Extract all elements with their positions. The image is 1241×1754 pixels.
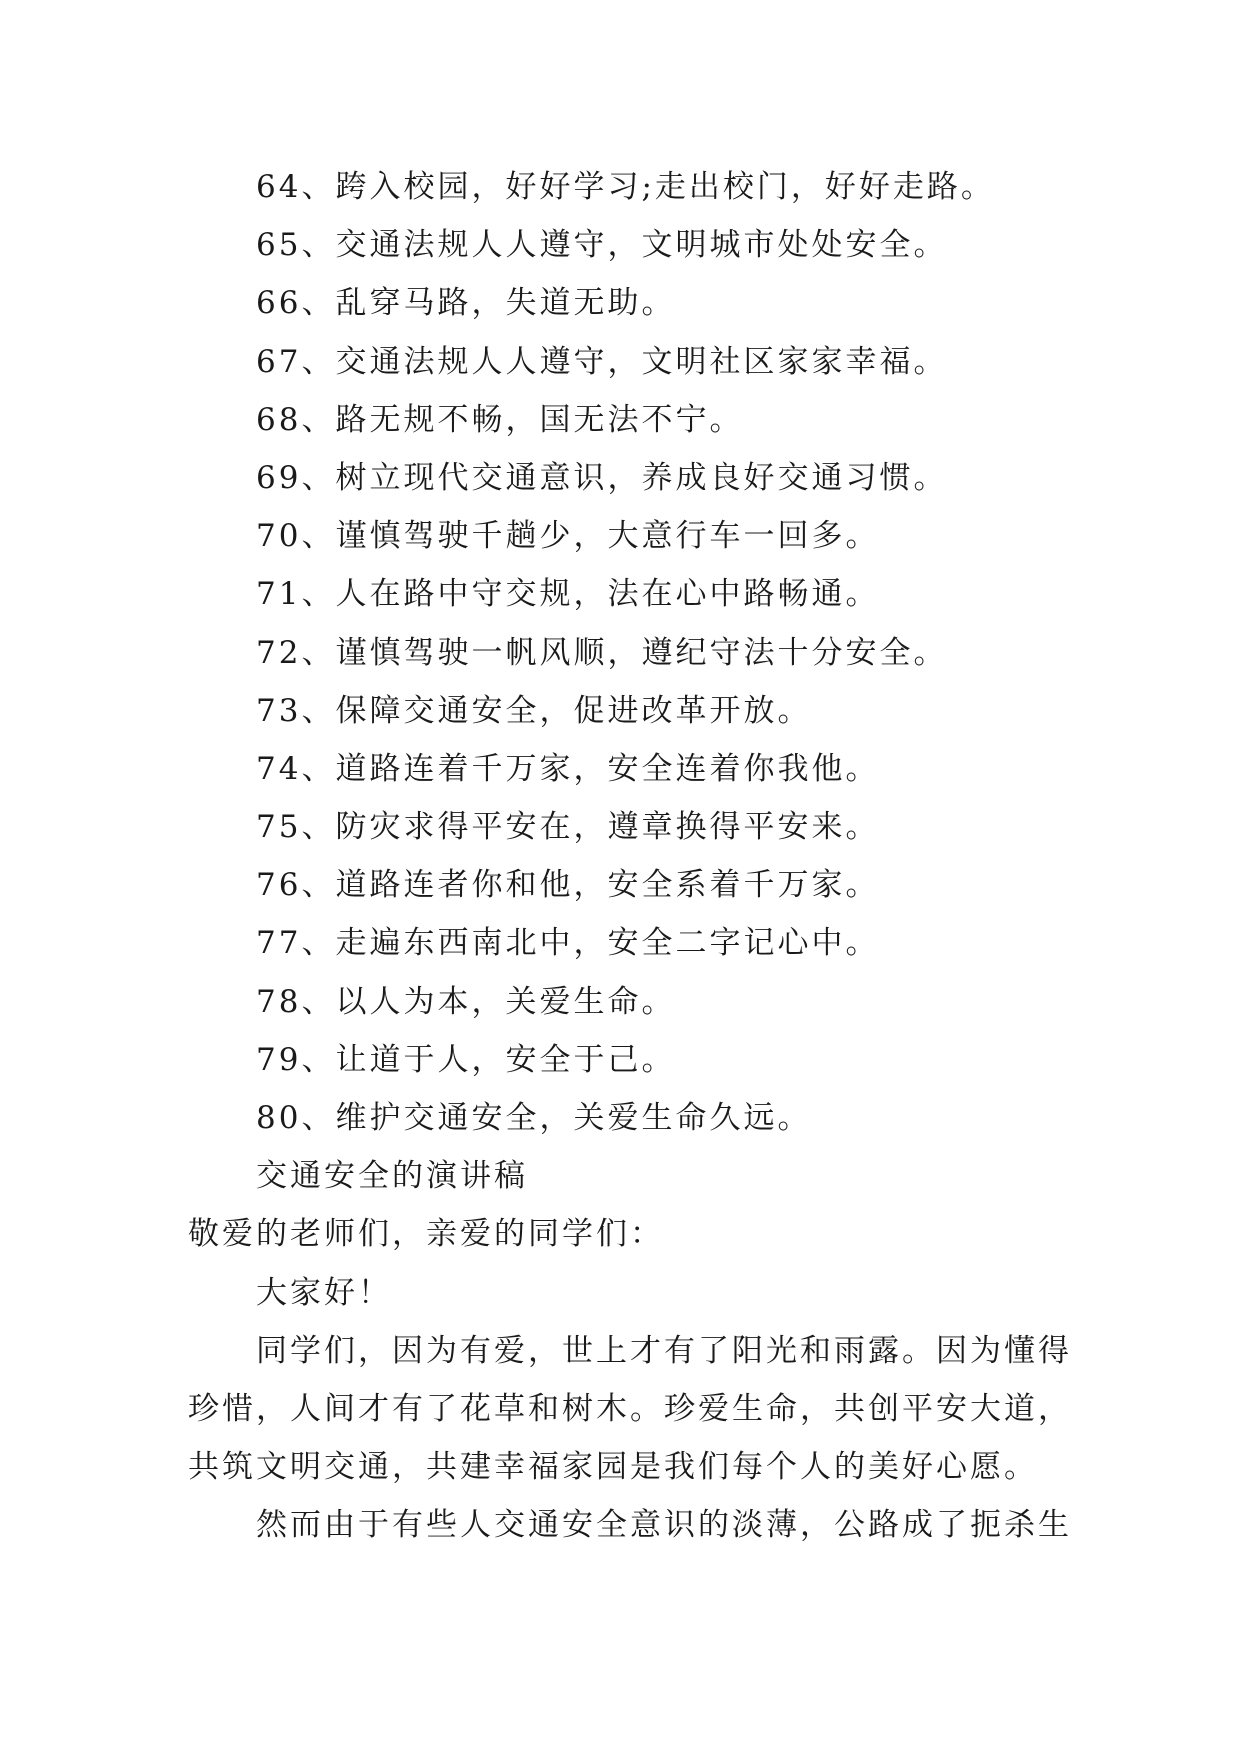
slogan-item: 72、谨慎驾驶一帆风顺，遵纪守法十分安全。: [256, 634, 948, 671]
slogan-item: 69、树立现代交通意识，养成良好交通习惯。: [256, 459, 948, 496]
slogan-item: 78、以人为本，关爱生命。: [256, 983, 676, 1020]
slogan-item: 75、防灾求得平安在，遵章换得平安来。: [256, 809, 880, 846]
speech-title: 交通安全的演讲稿: [256, 1158, 528, 1195]
slogan-item: 68、路无规不畅，国无法不宁。: [256, 401, 744, 438]
document-body: [188, 158, 1072, 1555]
paragraph-line: 珍惜，人间才有了花草和树木。珍爱生命，共创平安大道，: [188, 1390, 1072, 1427]
slogan-item: 64、跨入校园，好好学习;走出校门，好好走路。: [256, 169, 995, 205]
speech-paragraph: [188, 1496, 1072, 1554]
speech-greeting: 大家好！: [256, 1274, 392, 1311]
speech-salutation: 敬爱的老师们，亲爱的同学们：: [188, 1216, 664, 1253]
paragraph-line: 同学们，因为有爱，世上才有了阳光和雨露。因为懂得: [256, 1332, 1072, 1369]
slogan-item: 77、走遍东西南北中，安全二字记心中。: [256, 925, 880, 962]
paragraph-line: 共筑文明交通，共建幸福家园是我们每个人的美好心愿。: [188, 1449, 1038, 1486]
slogan-item: 71、人在路中守交规，法在心中路畅通。: [256, 576, 880, 613]
slogan-item: 67、交通法规人人遵守，文明社区家家幸福。: [256, 343, 948, 380]
slogan-item: 79、让道于人，安全于己。: [256, 1041, 676, 1078]
slogan-item: 74、道路连着千万家，安全连着你我他。: [256, 750, 880, 787]
slogan-item: 66、乱穿马路，失道无助。: [256, 285, 676, 322]
slogan-item: 76、道路连者你和他，安全系着千万家。: [256, 867, 880, 904]
slogan-item: 80、维护交通安全，关爱生命久远。: [256, 1100, 812, 1136]
slogan-item: 73、保障交通安全，促进改革开放。: [256, 692, 812, 729]
paragraph-line: 然而由于有些人交通安全意识的淡薄，公路成了扼杀生: [256, 1507, 1072, 1544]
speech-paragraph: [188, 1322, 1072, 1497]
slogan-item: 70、谨慎驾驶千趟少，大意行车一回多。: [256, 518, 880, 555]
slogan-item: 65、交通法规人人遵守，文明城市处处安全。: [256, 227, 948, 264]
